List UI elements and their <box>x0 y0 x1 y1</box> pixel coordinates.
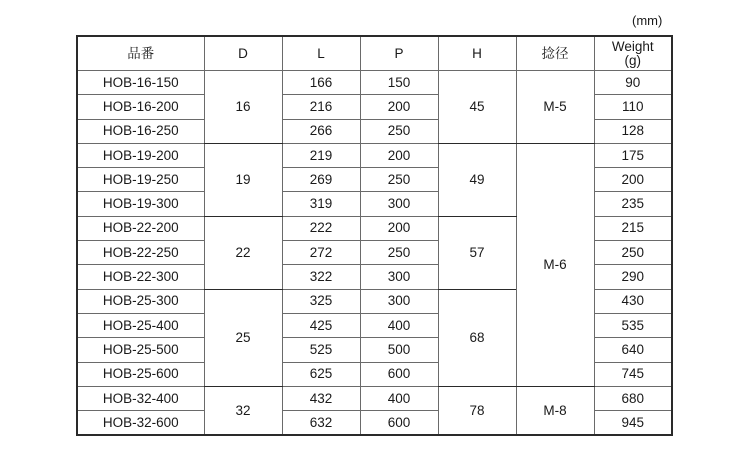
cell-d: 16 <box>204 71 282 144</box>
cell-l: 425 <box>282 313 360 337</box>
cell-l: 632 <box>282 411 360 436</box>
header-weight-unit: (g) <box>624 52 641 68</box>
header-weight-label: Weight <box>611 38 654 54</box>
cell-weight: 945 <box>594 411 672 436</box>
cell-weight: 175 <box>594 143 672 167</box>
cell-weight: 110 <box>594 95 672 119</box>
cell-d: 25 <box>204 289 282 386</box>
table-row <box>77 143 672 167</box>
spec-table <box>76 35 673 436</box>
cell-weight: 128 <box>594 119 672 143</box>
cell-p: 300 <box>360 265 438 289</box>
cell-part: HOB-19-200 <box>77 143 204 167</box>
cell-weight: 215 <box>594 216 672 240</box>
cell-thread: M-8 <box>516 386 594 435</box>
cell-thread: M-5 <box>516 71 594 144</box>
cell-l: 325 <box>282 289 360 313</box>
cell-l: 266 <box>282 119 360 143</box>
cell-l: 525 <box>282 338 360 362</box>
cell-l: 625 <box>282 362 360 386</box>
cell-p: 200 <box>360 216 438 240</box>
header-l: L <box>282 36 360 71</box>
cell-weight: 745 <box>594 362 672 386</box>
cell-weight: 430 <box>594 289 672 313</box>
cell-l: 322 <box>282 265 360 289</box>
table-row <box>77 386 672 410</box>
header-d: D <box>204 36 282 71</box>
cell-h: 57 <box>438 216 516 289</box>
cell-part: HOB-25-300 <box>77 289 204 313</box>
cell-l: 216 <box>282 95 360 119</box>
cell-p: 250 <box>360 119 438 143</box>
cell-d: 32 <box>204 386 282 435</box>
cell-p: 400 <box>360 313 438 337</box>
cell-part: HOB-25-400 <box>77 313 204 337</box>
cell-part: HOB-32-400 <box>77 386 204 410</box>
cell-p: 600 <box>360 362 438 386</box>
unit-label: (mm) <box>632 13 663 28</box>
cell-part: HOB-25-500 <box>77 338 204 362</box>
cell-p: 600 <box>360 411 438 436</box>
cell-weight: 235 <box>594 192 672 216</box>
cell-l: 219 <box>282 143 360 167</box>
cell-part: HOB-22-200 <box>77 216 204 240</box>
cell-l: 272 <box>282 241 360 265</box>
cell-p: 300 <box>360 289 438 313</box>
cell-p: 200 <box>360 143 438 167</box>
cell-p: 400 <box>360 386 438 410</box>
cell-part: HOB-19-250 <box>77 168 204 192</box>
cell-d: 19 <box>204 143 282 216</box>
header-row <box>77 36 672 71</box>
header-thread: 捻径 <box>516 36 594 71</box>
cell-part: HOB-22-250 <box>77 241 204 265</box>
cell-part: HOB-25-600 <box>77 362 204 386</box>
cell-p: 250 <box>360 168 438 192</box>
cell-h: 45 <box>438 71 516 144</box>
header-p: P <box>360 36 438 71</box>
cell-weight: 535 <box>594 313 672 337</box>
cell-weight: 200 <box>594 168 672 192</box>
cell-h: 78 <box>438 386 516 435</box>
header-part: 品番 <box>77 36 204 71</box>
header-weight <box>594 36 672 71</box>
cell-part: HOB-22-300 <box>77 265 204 289</box>
table-row <box>77 71 672 95</box>
cell-part: HOB-16-150 <box>77 71 204 95</box>
cell-l: 432 <box>282 386 360 410</box>
cell-p: 500 <box>360 338 438 362</box>
cell-p: 300 <box>360 192 438 216</box>
cell-d: 22 <box>204 216 282 289</box>
cell-weight: 640 <box>594 338 672 362</box>
cell-l: 269 <box>282 168 360 192</box>
cell-weight: 680 <box>594 386 672 410</box>
cell-part: HOB-32-600 <box>77 411 204 436</box>
cell-p: 200 <box>360 95 438 119</box>
cell-p: 150 <box>360 71 438 95</box>
header-h: H <box>438 36 516 71</box>
cell-l: 222 <box>282 216 360 240</box>
cell-p: 250 <box>360 241 438 265</box>
cell-h: 49 <box>438 143 516 216</box>
cell-part: HOB-19-300 <box>77 192 204 216</box>
cell-l: 319 <box>282 192 360 216</box>
cell-l: 166 <box>282 71 360 95</box>
cell-weight: 90 <box>594 71 672 95</box>
cell-part: HOB-16-250 <box>77 119 204 143</box>
cell-part: HOB-16-200 <box>77 95 204 119</box>
cell-thread: M-6 <box>516 143 594 386</box>
cell-weight: 250 <box>594 241 672 265</box>
cell-weight: 290 <box>594 265 672 289</box>
cell-h: 68 <box>438 289 516 386</box>
